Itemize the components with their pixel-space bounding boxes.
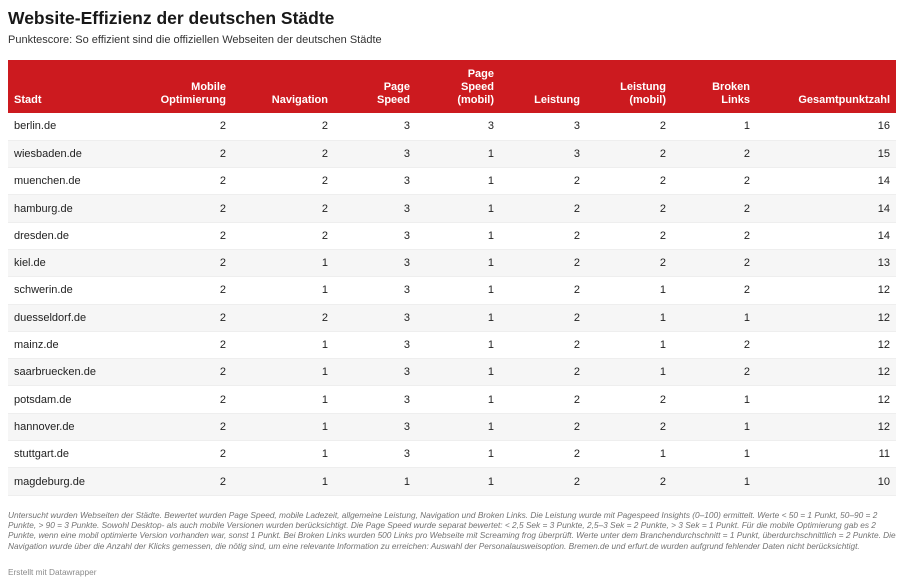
- score-cell: 3: [334, 331, 416, 358]
- score-cell: 1: [586, 277, 672, 304]
- score-cell: 1: [232, 441, 334, 468]
- city-cell: saarbruecken.de: [8, 359, 136, 386]
- score-cell: 1: [416, 195, 500, 222]
- score-cell: 1: [416, 168, 500, 195]
- column-header-label: Leistung (mobil): [620, 81, 666, 106]
- score-cell: 1: [416, 222, 500, 249]
- score-cell: 14: [756, 222, 896, 249]
- city-cell: potsdam.de: [8, 386, 136, 413]
- score-cell: 3: [334, 441, 416, 468]
- score-cell: 1: [232, 386, 334, 413]
- score-cell: 1: [586, 331, 672, 358]
- score-cell: 2: [672, 168, 756, 195]
- score-cell: 14: [756, 195, 896, 222]
- credit-line: Erstellt mit Datawrapper: [8, 567, 97, 577]
- score-cell: 12: [756, 304, 896, 331]
- score-cell: 1: [232, 359, 334, 386]
- score-cell: 2: [136, 413, 232, 440]
- score-cell: 1: [416, 277, 500, 304]
- score-cell: 1: [672, 468, 756, 495]
- score-cell: 10: [756, 468, 896, 495]
- score-cell: 2: [500, 195, 586, 222]
- city-cell: hannover.de: [8, 413, 136, 440]
- score-cell: 1: [672, 441, 756, 468]
- score-cell: 2: [672, 140, 756, 167]
- score-cell: 1: [586, 304, 672, 331]
- score-cell: 2: [500, 386, 586, 413]
- column-header-label: Page Speed (mobil): [457, 68, 494, 106]
- score-cell: 2: [672, 195, 756, 222]
- score-cell: 2: [500, 359, 586, 386]
- score-cell: 2: [232, 140, 334, 167]
- column-header-label: Navigation: [271, 94, 328, 106]
- score-cell: 3: [334, 413, 416, 440]
- city-cell: berlin.de: [8, 113, 136, 140]
- score-cell: 2: [136, 168, 232, 195]
- score-cell: 2: [672, 277, 756, 304]
- score-cell: 1: [232, 468, 334, 495]
- score-cell: 1: [672, 113, 756, 140]
- score-cell: 2: [586, 222, 672, 249]
- city-cell: schwerin.de: [8, 277, 136, 304]
- score-cell: 3: [334, 386, 416, 413]
- score-cell: 1: [672, 413, 756, 440]
- score-cell: 2: [136, 441, 232, 468]
- score-cell: 2: [586, 249, 672, 276]
- score-cell: 1: [232, 249, 334, 276]
- methodology-note: Untersucht wurden Webseiten der Städte. Bewertet wurden Page Speed, mobile Ladezeit, allgemeine Leistung, Navigation und Broken Links. Die Leistung wurde mit Pagespeed Insights (0–100) ermittelt. Werte < 50 = 1 Punkt, 50–90 = 2 Punkte, > 90 = 3 Punkte. Sowohl Desktop- als auch mobile Versionen wurden berücksichtigt. Die Page Speed wurde separat bewertet: < 2,5 Sek = 3 Punkte, 2,5–3 Sek = 2 Punkte, > 3 Sek = 1 Punkt. Für die mobile Optimierung gab es 2 Punkte, wenn eine mobil optimierte Version vorhanden war, sonst 1 Punkt. Bei Broken Links wurden 500 Links pro Webseite mit Screaming frog überprüft. Werte unter dem Branchendurchschnitt = 1 Punkt, überdurchschnittlich = 2 Punkte. Die Navigation wurde über die Anzahl der Klicks gemessen, die nötig sind, um eine relevante Information zu erreichen: Auswahl der Personalausweisoption. Bremen.de und erfurt.de wurden aufgrund fehlender Daten nicht berücksichtigt.: [8, 510, 896, 551]
- score-cell: 3: [334, 168, 416, 195]
- score-cell: 3: [334, 249, 416, 276]
- score-cell: 3: [416, 113, 500, 140]
- score-cell: 12: [756, 277, 896, 304]
- score-cell: 3: [334, 222, 416, 249]
- city-cell: duesseldorf.de: [8, 304, 136, 331]
- chart-title: Website-Effizienz der deutschen Städte: [8, 8, 335, 28]
- score-cell: 3: [334, 304, 416, 331]
- score-cell: 3: [334, 277, 416, 304]
- score-cell: 2: [500, 249, 586, 276]
- table-row: [8, 331, 896, 358]
- table-row: [8, 277, 896, 304]
- score-cell: 1: [232, 331, 334, 358]
- table-row: [8, 304, 896, 331]
- score-cell: 2: [500, 413, 586, 440]
- city-cell: wiesbaden.de: [8, 140, 136, 167]
- score-table: [8, 60, 896, 496]
- score-cell: 2: [672, 331, 756, 358]
- score-cell: 2: [136, 249, 232, 276]
- table-row: [8, 168, 896, 195]
- score-cell: 2: [136, 113, 232, 140]
- city-cell: hamburg.de: [8, 195, 136, 222]
- score-cell: 3: [500, 140, 586, 167]
- score-cell: 2: [500, 222, 586, 249]
- score-cell: 11: [756, 441, 896, 468]
- column-header-stadt[interactable]: [8, 60, 136, 113]
- score-cell: 2: [232, 195, 334, 222]
- score-cell: 2: [672, 249, 756, 276]
- score-cell: 1: [334, 468, 416, 495]
- score-cell: 2: [586, 140, 672, 167]
- score-cell: 12: [756, 359, 896, 386]
- score-cell: 1: [416, 441, 500, 468]
- score-cell: 3: [334, 359, 416, 386]
- table-row: [8, 113, 896, 140]
- city-cell: stuttgart.de: [8, 441, 136, 468]
- chart-subtitle: Punktescore: So effizient sind die offiziellen Webseiten der deutschen Städte: [8, 34, 382, 46]
- score-cell: 2: [136, 222, 232, 249]
- score-cell: 2: [586, 468, 672, 495]
- score-cell: 2: [586, 413, 672, 440]
- score-cell: 1: [416, 468, 500, 495]
- score-cell: 2: [136, 304, 232, 331]
- score-cell: 1: [416, 331, 500, 358]
- score-cell: 15: [756, 140, 896, 167]
- score-cell: 2: [232, 222, 334, 249]
- score-cell: 2: [136, 331, 232, 358]
- score-cell: 3: [500, 113, 586, 140]
- score-cell: 1: [416, 359, 500, 386]
- score-cell: 2: [500, 468, 586, 495]
- score-cell: 2: [136, 140, 232, 167]
- score-cell: 1: [586, 359, 672, 386]
- column-header[interactable]: [416, 60, 500, 113]
- score-cell: 2: [586, 386, 672, 413]
- column-header[interactable]: [232, 60, 334, 113]
- city-cell: dresden.de: [8, 222, 136, 249]
- column-header[interactable]: [586, 60, 672, 113]
- column-header[interactable]: [672, 60, 756, 113]
- table-row: [8, 386, 896, 413]
- table-row: [8, 413, 896, 440]
- table-header: [8, 60, 896, 113]
- score-cell: 2: [232, 113, 334, 140]
- score-cell: 14: [756, 168, 896, 195]
- table-row: [8, 140, 896, 167]
- score-cell: 2: [672, 359, 756, 386]
- score-cell: 2: [136, 277, 232, 304]
- score-cell: 2: [500, 304, 586, 331]
- score-cell: 12: [756, 413, 896, 440]
- column-header-label: Gesamtpunktzahl: [798, 94, 890, 106]
- table-row: [8, 249, 896, 276]
- score-cell: 1: [416, 386, 500, 413]
- column-header[interactable]: [334, 60, 416, 113]
- score-cell: 2: [136, 386, 232, 413]
- column-header-label: Mobile Optimierung: [160, 81, 226, 106]
- score-cell: 1: [416, 140, 500, 167]
- city-cell: magdeburg.de: [8, 468, 136, 495]
- city-cell: mainz.de: [8, 331, 136, 358]
- score-cell: 2: [500, 168, 586, 195]
- score-cell: 2: [136, 359, 232, 386]
- score-cell: 2: [586, 195, 672, 222]
- score-cell: 1: [416, 413, 500, 440]
- score-cell: 2: [232, 304, 334, 331]
- score-cell: 16: [756, 113, 896, 140]
- score-cell: 1: [232, 413, 334, 440]
- table-body: [8, 113, 896, 495]
- column-header[interactable]: [500, 60, 586, 113]
- score-cell: 3: [334, 140, 416, 167]
- score-cell: 1: [586, 441, 672, 468]
- column-header[interactable]: [136, 60, 232, 113]
- score-cell: 3: [334, 113, 416, 140]
- column-header-label: Stadt: [14, 94, 42, 106]
- score-cell: 1: [416, 304, 500, 331]
- table-row: [8, 441, 896, 468]
- score-cell: 2: [232, 168, 334, 195]
- score-cell: 3: [334, 195, 416, 222]
- score-cell: 2: [586, 168, 672, 195]
- score-cell: 1: [416, 249, 500, 276]
- score-cell: 13: [756, 249, 896, 276]
- score-cell: 1: [672, 304, 756, 331]
- score-cell: 2: [500, 331, 586, 358]
- table-row: [8, 359, 896, 386]
- table-row: [8, 222, 896, 249]
- column-header-label: Page Speed: [376, 81, 410, 106]
- score-cell: 2: [136, 468, 232, 495]
- score-cell: 2: [586, 113, 672, 140]
- score-cell: 1: [672, 386, 756, 413]
- score-cell: 2: [136, 195, 232, 222]
- table-row: [8, 195, 896, 222]
- score-cell: 12: [756, 386, 896, 413]
- city-cell: kiel.de: [8, 249, 136, 276]
- city-cell: muenchen.de: [8, 168, 136, 195]
- column-header-label: Leistung: [534, 94, 580, 106]
- column-header-label: Broken Links: [712, 81, 750, 106]
- score-cell: 2: [500, 441, 586, 468]
- score-cell: 2: [500, 277, 586, 304]
- score-cell: 1: [232, 277, 334, 304]
- column-header[interactable]: [756, 60, 896, 113]
- score-cell: 12: [756, 331, 896, 358]
- header-row: [8, 60, 896, 113]
- table-row: [8, 468, 896, 495]
- score-cell: 2: [672, 222, 756, 249]
